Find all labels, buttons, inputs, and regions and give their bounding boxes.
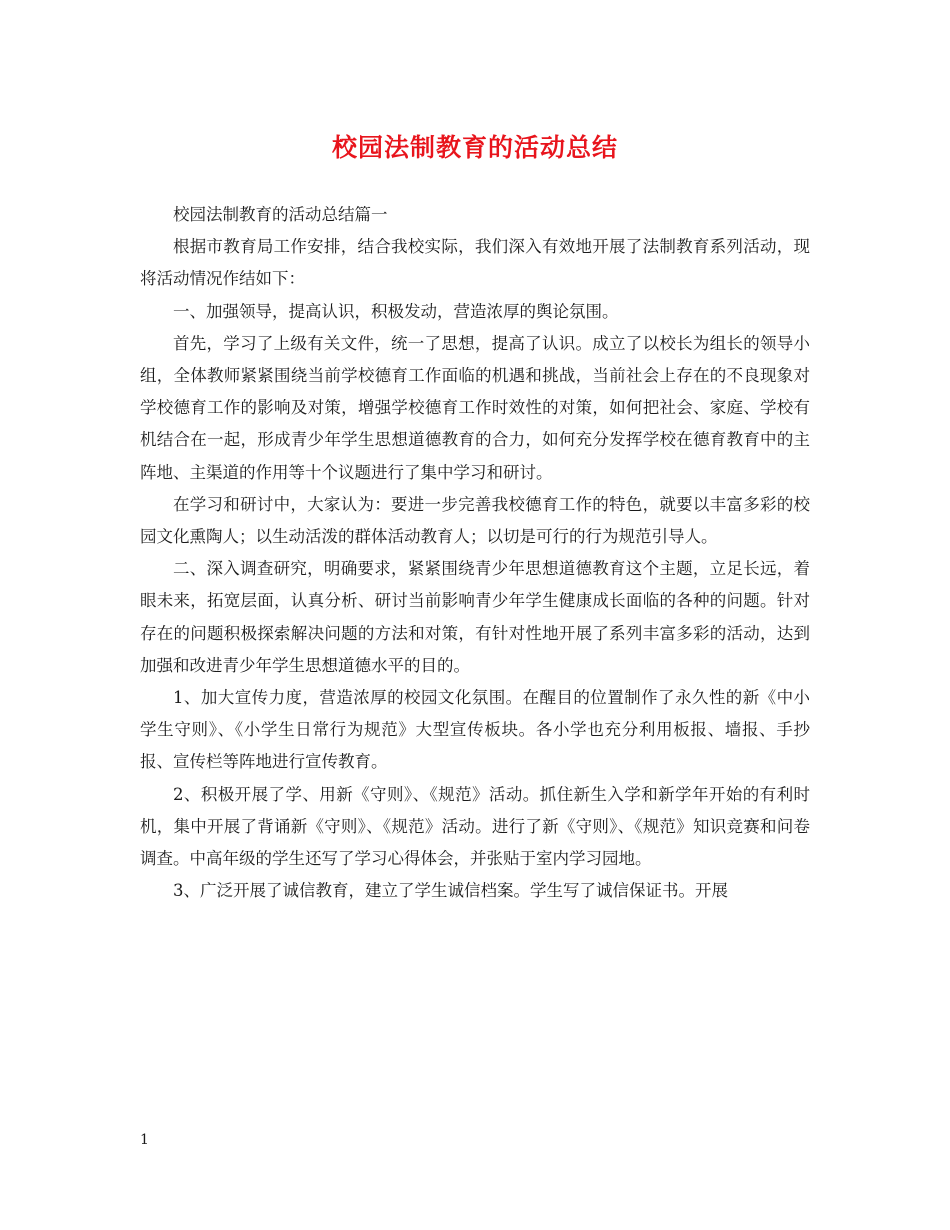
paragraph-item-2: 2、积极开展了学、用新《守则》、《规范》活动。抓住新生入学和新学年开始的有利时机，集中开展了背诵新《守则》、《规范》活动。进行了新《守则》、《规范》知识竞赛和问卷调查。中高年级的学生还写了学习心得体会，并张贴于室内学习园地。 — [140, 784, 810, 869]
paragraph-subtitle: 校园法制教育的活动总结篇一 — [173, 205, 388, 224]
paragraph-intro: 根据市教育局工作安排，结合我校实际，我们深入有效地开展了法制教育系列活动，现将活动情况作结如下： — [140, 237, 810, 289]
paragraph-item-3: 3、广泛开展了诚信教育，建立了学生诚信档案。学生写了诚信保证书。开展 — [173, 881, 728, 901]
document-body — [140, 199, 810, 907]
paragraph-section-one-body: 首先，学习了上级有关文件，统一了思想，提高了认识。成立了以校长为组长的领导小组，全体教师紧紧围绕当前学校德育工作面临的机遇和挑战，当前社会上存在的不良现象对学校德育工作的影响及对策，增强学校德育工作时效性的对策，如何把社会、家庭、学校有机结合在一起，形成青少年学生思想道德教育的合力，如何充分发挥学校在德育教育中的主阵地、主渠道的作用等十个议题进行了集中学习和研讨。 — [140, 333, 810, 482]
paragraph-discussion: 在学习和研讨中，大家认为：要进一步完善我校德育工作的特色，就要以丰富多彩的校园文化熏陶人；以生动活泼的群体活动教育人；以切是可行的行为规范引导人。 — [140, 494, 810, 547]
paragraph-section-one-heading: 一、加强领导，提高认识，积极发动，营造浓厚的舆论氛围。 — [173, 301, 619, 321]
page-number: 1 — [140, 1132, 149, 1148]
paragraph-section-two: 二、深入调查研究，明确要求，紧紧围绕青少年思想道德教育这个主题，立足长远，着眼未来，拓宽层面，认真分析、研讨当前影响青少年学生健康成长面临的各种的问题。针对存在的问题积极探索解决问题的方法和对策，有针对性地开展了系列丰富多彩的活动，达到加强和改进青少年学生思想道德水平的目的。 — [140, 559, 810, 675]
paragraph-item-1: 1、加大宣传力度，营造浓厚的校园文化氛围。在醒目的位置制作了永久性的新《中小学生守则》、《小学生日常行为规范》大型宣传板块。各小学也充分利用板报、墙报、手抄报、宣传栏等阵地进行宣传教育。 — [140, 688, 810, 772]
document-title: 校园法制教育的活动总结 — [331, 133, 618, 162]
